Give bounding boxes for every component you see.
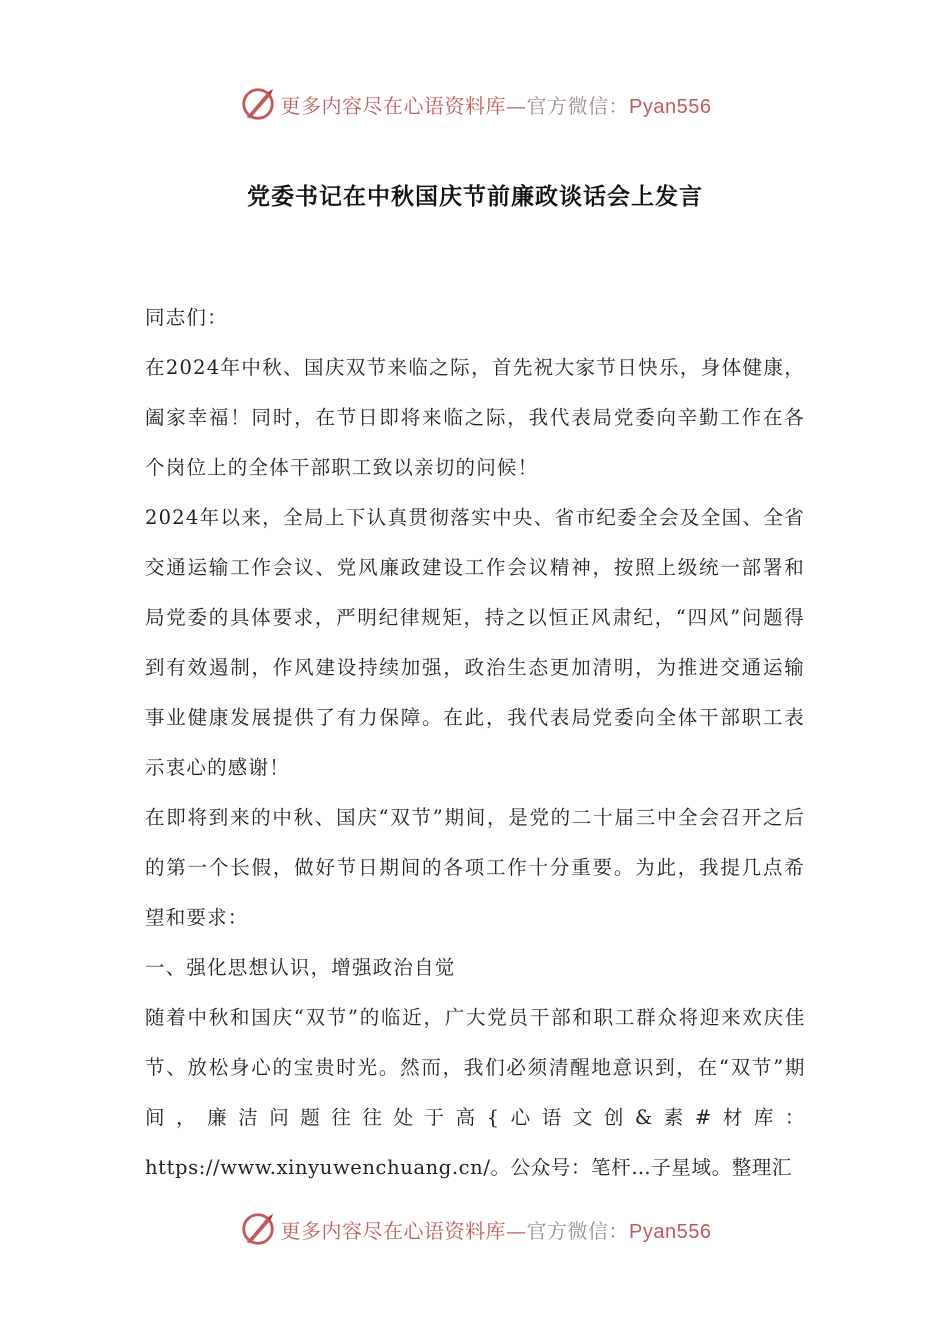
- watermark-text: 更多内容尽在心语资料库—官方微信：Pyan556: [280, 1218, 712, 1243]
- paragraph: 2024年以来，全局上下认真贯彻落实中央、省市纪委全会及全国、全省交通运输工作会议、党风廉政建设工作会议精神，按照上级统一部署和局党委的具体要求，严明纪律规矩，持之以恒正风肃纪，“四风”问题得到有效遏制，作风建设持续加强，政治生态更加清明，为推进交通运输事业健康发展提供了有力保障。在此，我代表局党委向全体干部职工表示衷心的感谢！: [145, 506, 805, 779]
- quill-logo-icon: [239, 85, 277, 123]
- paragraph: 随着中秋和国庆“双节”的临近，广大党员干部和职工群众将迎来欢庆佳节、放松身心的宝贵时光。然而，我们必须清醒地意识到，在“双节”期间，廉洁问题往往处于高{心语文创&素#材库：https://www.xinyuwenchuang.cn/。公众号：笔杆…子星域。整理汇: [145, 1006, 805, 1179]
- watermark-banner-bottom: [0, 1205, 950, 1253]
- quill-logo-icon: [239, 1210, 277, 1248]
- section-heading: 一、强化思想认识，增强政治自觉: [145, 956, 456, 979]
- watermark-banner-top: [0, 80, 950, 128]
- document-body: [145, 293, 805, 1193]
- watermark-text: 更多内容尽在心语资料库—官方微信：Pyan556: [280, 93, 712, 118]
- paragraph: 在即将到来的中秋、国庆“双节”期间，是党的二十届三中全会召开之后的第一个长假，做好节日期间的各项工作十分重要。为此，我提几点希望和要求：: [145, 806, 805, 929]
- paragraph: 在2024年中秋、国庆双节来临之际，首先祝大家节日快乐，身体健康，阖家幸福！同时，在节日即将来临之际，我代表局党委向辛勤工作在各个岗位上的全体干部职工致以亲切的问候！: [145, 356, 805, 479]
- paragraph: 同志们：: [145, 306, 228, 329]
- document-title: 党委书记在中秋国庆节前廉政谈话会上发言: [247, 184, 703, 210]
